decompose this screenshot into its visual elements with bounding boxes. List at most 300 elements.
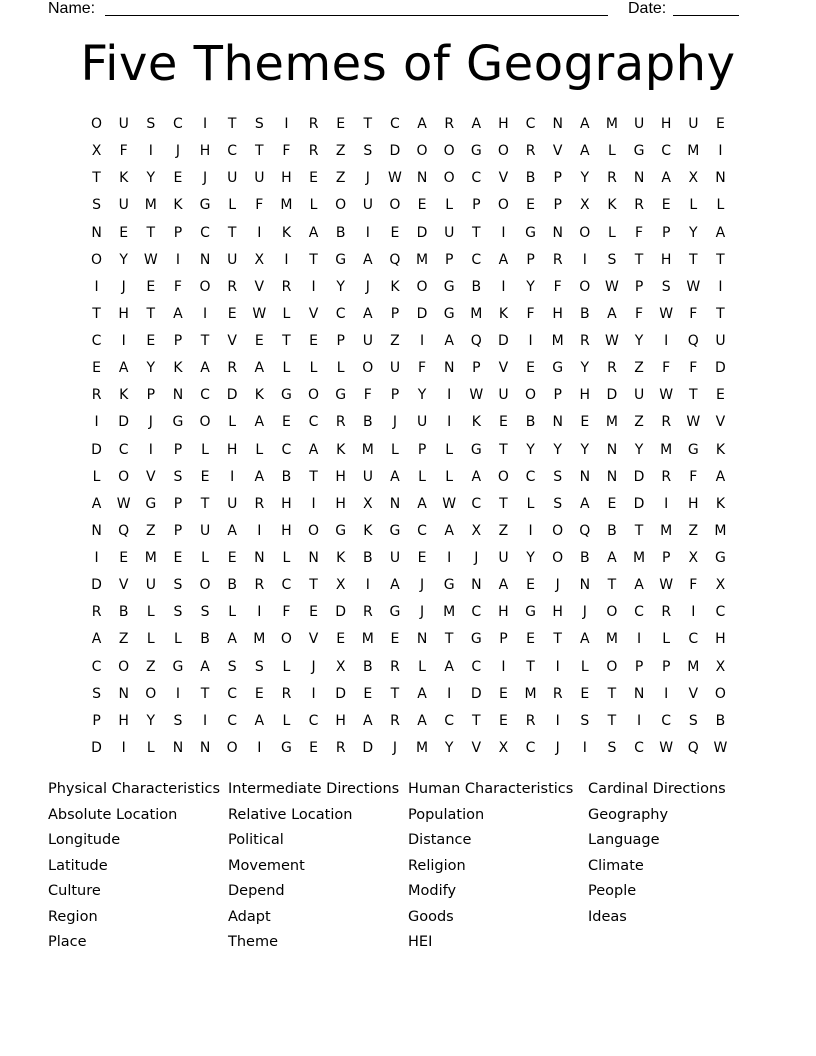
grid-letter[interactable]: I bbox=[148, 441, 153, 458]
grid-letter[interactable]: E bbox=[146, 278, 156, 295]
grid-letter[interactable]: F bbox=[282, 143, 291, 160]
grid-letter[interactable]: N bbox=[579, 468, 591, 485]
grid-letter[interactable]: R bbox=[661, 414, 672, 431]
grid-letter[interactable]: E bbox=[119, 550, 129, 566]
grid-letter[interactable]: B bbox=[525, 170, 536, 187]
grid-letter[interactable]: F bbox=[526, 305, 535, 322]
grid-letter[interactable]: N bbox=[91, 224, 102, 241]
grid-letter[interactable]: L bbox=[228, 604, 237, 621]
grid-letter[interactable]: I bbox=[528, 522, 533, 539]
grid-letter[interactable]: W bbox=[469, 387, 484, 404]
grid-letter[interactable]: E bbox=[200, 468, 210, 485]
grid-letter[interactable]: W bbox=[442, 495, 457, 512]
grid-letter[interactable]: H bbox=[281, 170, 292, 187]
grid-letter[interactable]: F bbox=[689, 577, 698, 594]
grid-letter[interactable]: G bbox=[145, 495, 157, 512]
grid-letter[interactable]: D bbox=[335, 685, 347, 702]
grid-letter[interactable]: L bbox=[336, 360, 345, 377]
grid-letter[interactable]: V bbox=[498, 360, 509, 377]
grid-letter[interactable]: M bbox=[605, 631, 618, 648]
grid-letter[interactable]: N bbox=[552, 116, 563, 132]
grid-letter[interactable]: U bbox=[362, 197, 373, 214]
grid-letter[interactable]: R bbox=[308, 116, 319, 132]
grid-letter[interactable]: R bbox=[552, 251, 563, 268]
grid-letter[interactable]: L bbox=[255, 441, 264, 458]
grid-letter[interactable]: K bbox=[607, 197, 617, 214]
grid-letter[interactable]: V bbox=[471, 739, 482, 756]
grid-letter[interactable]: I bbox=[419, 333, 425, 349]
grid-letter[interactable]: N bbox=[471, 577, 482, 594]
grid-letter[interactable]: G bbox=[525, 604, 536, 621]
grid-letter[interactable]: D bbox=[362, 739, 374, 756]
grid-letter[interactable]: Z bbox=[335, 170, 346, 187]
grid-letter[interactable]: S bbox=[553, 468, 563, 485]
grid-letter[interactable]: A bbox=[91, 495, 102, 512]
grid-letter[interactable]: D bbox=[633, 468, 645, 485]
grid-letter[interactable]: G bbox=[389, 604, 401, 621]
grid-letter[interactable]: P bbox=[173, 441, 183, 458]
grid-letter[interactable]: C bbox=[471, 251, 482, 268]
grid-letter[interactable]: O bbox=[308, 522, 320, 539]
grid-letter[interactable]: C bbox=[173, 116, 183, 132]
grid-letter[interactable]: T bbox=[472, 712, 481, 729]
grid-letter[interactable]: U bbox=[633, 387, 645, 404]
grid-letter[interactable]: B bbox=[335, 224, 346, 241]
grid-letter[interactable]: Z bbox=[498, 522, 509, 539]
grid-letter[interactable]: N bbox=[633, 170, 645, 187]
grid-letter[interactable]: O bbox=[118, 468, 130, 485]
grid-letter[interactable]: B bbox=[363, 658, 373, 675]
grid-letter[interactable]: E bbox=[254, 333, 264, 349]
grid-letter[interactable]: B bbox=[580, 305, 590, 322]
grid-letter[interactable]: A bbox=[200, 658, 210, 675]
grid-letter[interactable]: G bbox=[687, 441, 699, 458]
grid-letter[interactable]: X bbox=[715, 577, 726, 594]
grid-letter[interactable]: A bbox=[580, 631, 590, 648]
grid-letter[interactable]: T bbox=[607, 712, 617, 729]
grid-letter[interactable]: T bbox=[634, 522, 644, 539]
grid-letter[interactable]: L bbox=[445, 468, 454, 485]
grid-letter[interactable]: X bbox=[688, 170, 699, 187]
grid-letter[interactable]: M bbox=[524, 685, 537, 702]
grid-letter[interactable]: Z bbox=[146, 658, 156, 675]
grid-letter[interactable]: U bbox=[118, 197, 129, 214]
grid-letter[interactable]: L bbox=[201, 441, 209, 458]
grid-letter[interactable]: F bbox=[255, 197, 264, 214]
grid-letter[interactable]: L bbox=[282, 658, 291, 675]
grid-letter[interactable]: M bbox=[633, 550, 646, 566]
grid-letter[interactable]: U bbox=[389, 550, 401, 566]
grid-letter[interactable]: V bbox=[227, 333, 237, 349]
grid-letter[interactable]: L bbox=[309, 360, 318, 377]
grid-letter[interactable]: W bbox=[252, 305, 267, 322]
grid-letter[interactable]: C bbox=[715, 604, 726, 621]
grid-letter[interactable]: T bbox=[499, 441, 508, 458]
grid-letter[interactable]: M bbox=[551, 333, 564, 349]
grid-letter[interactable]: A bbox=[254, 468, 265, 485]
grid-letter[interactable]: E bbox=[526, 631, 535, 648]
grid-letter[interactable]: D bbox=[91, 739, 102, 756]
grid-letter[interactable]: A bbox=[580, 495, 590, 512]
grid-letter[interactable]: Y bbox=[146, 170, 156, 187]
grid-letter[interactable]: W bbox=[713, 739, 728, 756]
grid-letter[interactable]: G bbox=[281, 739, 292, 756]
grid-letter[interactable]: Y bbox=[634, 333, 644, 349]
grid-letter[interactable]: E bbox=[607, 495, 617, 512]
grid-letter[interactable]: Z bbox=[688, 522, 699, 539]
grid-letter[interactable]: L bbox=[146, 631, 155, 648]
grid-letter[interactable]: Y bbox=[580, 360, 590, 377]
grid-letter[interactable]: A bbox=[227, 631, 237, 648]
grid-letter[interactable]: H bbox=[660, 251, 672, 268]
grid-letter[interactable]: G bbox=[443, 278, 455, 295]
grid-letter[interactable]: B bbox=[200, 631, 210, 648]
grid-letter[interactable]: N bbox=[552, 414, 563, 431]
grid-letter[interactable]: H bbox=[688, 495, 699, 512]
grid-letter[interactable]: H bbox=[335, 495, 346, 512]
grid-letter[interactable]: A bbox=[390, 577, 400, 594]
grid-letter[interactable]: H bbox=[281, 495, 292, 512]
grid-letter[interactable]: O bbox=[199, 278, 211, 295]
grid-letter[interactable]: P bbox=[634, 658, 644, 675]
grid-letter[interactable]: R bbox=[661, 604, 672, 621]
grid-letter[interactable]: J bbox=[392, 414, 397, 431]
grid-letter[interactable]: A bbox=[200, 360, 210, 377]
grid-letter[interactable]: D bbox=[91, 577, 102, 594]
grid-letter[interactable]: N bbox=[579, 577, 591, 594]
grid-letter[interactable]: H bbox=[498, 116, 509, 132]
grid-letter[interactable]: L bbox=[445, 441, 454, 458]
grid-letter[interactable]: C bbox=[471, 604, 482, 621]
grid-letter[interactable]: I bbox=[121, 333, 126, 349]
grid-letter[interactable]: W bbox=[605, 278, 619, 295]
grid-letter[interactable]: K bbox=[119, 387, 129, 404]
grid-letter[interactable]: T bbox=[309, 577, 318, 594]
grid-letter[interactable]: I bbox=[664, 685, 669, 702]
grid-letter[interactable]: O bbox=[199, 577, 211, 594]
grid-letter[interactable]: F bbox=[173, 278, 182, 295]
grid-letter[interactable]: I bbox=[582, 251, 587, 268]
grid-letter[interactable]: I bbox=[175, 251, 180, 268]
grid-letter[interactable]: R bbox=[91, 604, 102, 621]
grid-letter[interactable]: C bbox=[444, 712, 455, 729]
grid-letter[interactable]: V bbox=[498, 170, 509, 187]
grid-letter[interactable]: U bbox=[362, 468, 373, 485]
date-field[interactable] bbox=[673, 15, 739, 16]
grid-letter[interactable]: U bbox=[362, 333, 373, 349]
grid-letter[interactable]: L bbox=[418, 468, 426, 485]
grid-letter[interactable]: E bbox=[254, 685, 264, 702]
grid-letter[interactable]: E bbox=[309, 333, 318, 349]
grid-letter[interactable]: M bbox=[470, 305, 483, 322]
grid-letter[interactable]: I bbox=[94, 278, 99, 295]
grid-letter[interactable]: I bbox=[447, 550, 452, 566]
grid-letter[interactable]: L bbox=[228, 197, 237, 214]
grid-letter[interactable]: O bbox=[606, 658, 618, 675]
grid-letter[interactable]: E bbox=[92, 360, 101, 377]
grid-letter[interactable]: T bbox=[553, 631, 562, 648]
grid-letter[interactable]: K bbox=[336, 441, 346, 458]
grid-letter[interactable]: V bbox=[688, 685, 699, 702]
grid-letter[interactable]: Z bbox=[390, 333, 400, 349]
grid-letter[interactable]: S bbox=[254, 658, 264, 675]
grid-letter[interactable]: M bbox=[253, 631, 266, 648]
grid-letter[interactable]: F bbox=[689, 360, 698, 377]
grid-letter[interactable]: V bbox=[308, 305, 319, 322]
grid-letter[interactable]: L bbox=[146, 604, 155, 621]
grid-letter[interactable]: X bbox=[254, 251, 265, 268]
grid-letter[interactable]: M bbox=[416, 739, 429, 756]
grid-letter[interactable]: U bbox=[715, 333, 726, 349]
grid-letter[interactable]: I bbox=[311, 278, 316, 295]
grid-letter[interactable]: J bbox=[148, 414, 153, 431]
grid-letter[interactable]: O bbox=[497, 143, 509, 160]
grid-letter[interactable]: P bbox=[390, 305, 400, 322]
grid-letter[interactable]: C bbox=[200, 224, 210, 241]
grid-letter[interactable]: J bbox=[419, 577, 425, 594]
grid-letter[interactable]: W bbox=[659, 305, 674, 322]
grid-letter[interactable]: L bbox=[418, 658, 426, 675]
grid-letter[interactable]: P bbox=[336, 333, 345, 349]
grid-letter[interactable]: M bbox=[361, 441, 374, 458]
grid-letter[interactable]: R bbox=[227, 278, 238, 295]
grid-letter[interactable]: E bbox=[282, 414, 291, 431]
grid-letter[interactable]: P bbox=[472, 197, 481, 214]
grid-letter[interactable]: S bbox=[580, 712, 590, 729]
grid-letter[interactable]: G bbox=[199, 197, 211, 214]
grid-letter[interactable]: I bbox=[555, 712, 560, 729]
grid-letter[interactable]: I bbox=[501, 224, 506, 241]
grid-letter[interactable]: C bbox=[227, 685, 238, 702]
grid-letter[interactable]: E bbox=[173, 550, 183, 566]
grid-letter[interactable]: J bbox=[419, 604, 425, 621]
grid-letter[interactable]: Y bbox=[553, 441, 562, 458]
grid-letter[interactable]: M bbox=[280, 197, 293, 214]
grid-letter[interactable]: I bbox=[284, 251, 289, 268]
grid-letter[interactable]: E bbox=[580, 685, 590, 702]
grid-letter[interactable]: X bbox=[498, 739, 509, 756]
grid-letter[interactable]: O bbox=[714, 685, 726, 702]
grid-letter[interactable]: A bbox=[308, 441, 319, 458]
grid-letter[interactable]: M bbox=[144, 550, 157, 566]
grid-letter[interactable]: C bbox=[91, 333, 102, 349]
grid-letter[interactable]: J bbox=[392, 739, 397, 756]
grid-letter[interactable]: T bbox=[200, 495, 210, 512]
grid-letter[interactable]: R bbox=[281, 278, 292, 295]
grid-letter[interactable]: L bbox=[608, 143, 616, 160]
grid-letter[interactable]: I bbox=[94, 550, 99, 566]
grid-letter[interactable]: D bbox=[606, 387, 618, 404]
grid-letter[interactable]: S bbox=[553, 495, 563, 512]
grid-letter[interactable]: I bbox=[148, 143, 153, 160]
grid-letter[interactable]: V bbox=[308, 631, 319, 648]
grid-letter[interactable]: P bbox=[526, 251, 535, 268]
grid-letter[interactable]: Y bbox=[526, 550, 535, 566]
grid-letter[interactable]: O bbox=[443, 170, 455, 187]
grid-letter[interactable]: G bbox=[172, 658, 184, 675]
grid-letter[interactable]: N bbox=[199, 739, 211, 756]
grid-letter[interactable]: G bbox=[443, 577, 455, 594]
grid-letter[interactable]: A bbox=[390, 468, 400, 485]
grid-letter[interactable]: E bbox=[661, 197, 671, 214]
grid-letter[interactable]: X bbox=[91, 143, 102, 160]
grid-letter[interactable]: O bbox=[552, 522, 564, 539]
grid-letter[interactable]: C bbox=[390, 116, 400, 132]
grid-letter[interactable]: K bbox=[173, 360, 183, 377]
grid-letter[interactable]: U bbox=[227, 495, 238, 512]
grid-letter[interactable]: R bbox=[661, 468, 672, 485]
grid-letter[interactable]: A bbox=[417, 116, 427, 132]
grid-letter[interactable]: F bbox=[635, 305, 644, 322]
grid-letter[interactable]: E bbox=[227, 550, 237, 566]
grid-letter[interactable]: K bbox=[254, 387, 264, 404]
grid-letter[interactable]: O bbox=[226, 739, 238, 756]
grid-letter[interactable]: U bbox=[633, 116, 645, 132]
grid-letter[interactable]: F bbox=[282, 604, 291, 621]
grid-letter[interactable]: G bbox=[715, 550, 726, 566]
grid-letter[interactable]: L bbox=[201, 550, 209, 566]
grid-letter[interactable]: U bbox=[498, 387, 509, 404]
grid-letter[interactable]: T bbox=[526, 658, 535, 675]
grid-letter[interactable]: A bbox=[715, 468, 726, 485]
grid-letter[interactable]: E bbox=[173, 170, 183, 187]
grid-letter[interactable]: T bbox=[227, 116, 237, 132]
grid-letter[interactable]: Q bbox=[687, 333, 699, 349]
grid-letter[interactable]: C bbox=[308, 712, 319, 729]
grid-letter[interactable]: D bbox=[226, 387, 238, 404]
grid-letter[interactable]: Y bbox=[580, 170, 590, 187]
grid-letter[interactable]: F bbox=[662, 360, 671, 377]
grid-letter[interactable]: M bbox=[687, 658, 700, 675]
grid-letter[interactable]: I bbox=[528, 333, 533, 349]
grid-letter[interactable]: Z bbox=[146, 522, 156, 539]
grid-letter[interactable]: Z bbox=[634, 414, 644, 431]
grid-letter[interactable]: P bbox=[173, 495, 183, 512]
grid-letter[interactable]: G bbox=[335, 251, 347, 268]
grid-letter[interactable]: C bbox=[227, 143, 238, 160]
grid-letter[interactable]: L bbox=[174, 631, 182, 648]
grid-letter[interactable]: S bbox=[254, 116, 264, 132]
grid-letter[interactable]: D bbox=[470, 685, 482, 702]
grid-letter[interactable]: O bbox=[443, 143, 455, 160]
grid-letter[interactable]: C bbox=[118, 441, 129, 458]
grid-letter[interactable]: C bbox=[281, 441, 292, 458]
grid-letter[interactable]: I bbox=[447, 414, 452, 431]
grid-letter[interactable]: I bbox=[718, 143, 723, 160]
grid-letter[interactable]: I bbox=[501, 658, 506, 675]
grid-letter[interactable]: Z bbox=[118, 631, 129, 648]
grid-letter[interactable]: I bbox=[691, 604, 696, 621]
grid-letter[interactable]: N bbox=[199, 251, 211, 268]
grid-letter[interactable]: P bbox=[553, 197, 562, 214]
grid-letter[interactable]: A bbox=[254, 414, 265, 431]
grid-letter[interactable]: E bbox=[526, 577, 535, 594]
grid-letter[interactable]: O bbox=[91, 251, 103, 268]
grid-letter[interactable]: A bbox=[363, 305, 373, 322]
grid-letter[interactable]: J bbox=[365, 170, 370, 187]
grid-letter[interactable]: R bbox=[335, 414, 346, 431]
grid-letter[interactable]: G bbox=[552, 360, 564, 377]
grid-letter[interactable]: U bbox=[118, 116, 129, 132]
grid-letter[interactable]: U bbox=[444, 224, 455, 241]
grid-letter[interactable]: S bbox=[92, 685, 101, 702]
grid-letter[interactable]: Y bbox=[526, 441, 535, 458]
grid-letter[interactable]: I bbox=[582, 739, 587, 756]
grid-letter[interactable]: L bbox=[282, 550, 291, 566]
grid-letter[interactable]: R bbox=[390, 712, 400, 729]
grid-letter[interactable]: X bbox=[471, 522, 482, 539]
grid-letter[interactable]: I bbox=[257, 522, 262, 539]
grid-letter[interactable]: K bbox=[498, 305, 509, 322]
grid-letter[interactable]: W bbox=[686, 414, 701, 431]
grid-letter[interactable]: O bbox=[389, 197, 401, 214]
grid-letter[interactable]: C bbox=[227, 712, 238, 729]
grid-letter[interactable]: H bbox=[579, 387, 591, 404]
grid-letter[interactable]: U bbox=[498, 550, 509, 566]
grid-letter[interactable]: G bbox=[470, 631, 482, 648]
grid-letter[interactable]: F bbox=[689, 468, 698, 485]
grid-letter[interactable]: E bbox=[227, 305, 237, 322]
grid-letter[interactable]: C bbox=[688, 631, 699, 648]
grid-letter[interactable]: T bbox=[472, 224, 481, 241]
grid-letter[interactable]: U bbox=[254, 170, 265, 187]
grid-letter[interactable]: S bbox=[92, 197, 101, 214]
grid-letter[interactable]: E bbox=[417, 197, 427, 214]
grid-letter[interactable]: T bbox=[255, 143, 264, 160]
grid-letter[interactable]: P bbox=[146, 387, 156, 404]
grid-letter[interactable]: C bbox=[471, 658, 482, 675]
grid-letter[interactable]: Y bbox=[417, 387, 427, 404]
grid-letter[interactable]: B bbox=[471, 278, 482, 295]
grid-letter[interactable]: L bbox=[445, 197, 454, 214]
grid-letter[interactable]: I bbox=[664, 495, 669, 512]
grid-letter[interactable]: H bbox=[552, 305, 563, 322]
name-field[interactable] bbox=[105, 15, 608, 16]
grid-letter[interactable]: E bbox=[526, 197, 535, 214]
grid-letter[interactable]: A bbox=[91, 631, 102, 648]
grid-letter[interactable]: T bbox=[309, 468, 318, 485]
grid-letter[interactable]: L bbox=[391, 441, 399, 458]
grid-letter[interactable]: R bbox=[227, 360, 238, 377]
grid-letter[interactable]: A bbox=[363, 712, 373, 729]
grid-letter[interactable]: M bbox=[605, 116, 618, 132]
grid-letter[interactable]: N bbox=[389, 495, 401, 512]
grid-letter[interactable]: S bbox=[363, 143, 373, 160]
grid-letter[interactable]: A bbox=[661, 170, 671, 187]
grid-letter[interactable]: O bbox=[91, 116, 103, 132]
grid-letter[interactable]: S bbox=[173, 604, 183, 621]
grid-letter[interactable]: C bbox=[200, 387, 210, 404]
grid-letter[interactable]: A bbox=[498, 251, 509, 268]
grid-letter[interactable]: F bbox=[363, 387, 372, 404]
grid-letter[interactable]: P bbox=[173, 333, 183, 349]
grid-letter[interactable]: S bbox=[146, 116, 156, 132]
grid-letter[interactable]: O bbox=[308, 387, 320, 404]
grid-letter[interactable]: U bbox=[416, 414, 428, 431]
grid-letter[interactable]: O bbox=[606, 604, 618, 621]
grid-letter[interactable]: P bbox=[173, 224, 183, 241]
grid-letter[interactable]: M bbox=[443, 604, 456, 621]
grid-letter[interactable]: O bbox=[118, 658, 130, 675]
grid-letter[interactable]: A bbox=[634, 577, 644, 594]
grid-letter[interactable]: I bbox=[501, 278, 506, 295]
grid-letter[interactable]: S bbox=[173, 577, 183, 594]
grid-letter[interactable]: R bbox=[607, 170, 617, 187]
grid-letter[interactable]: S bbox=[227, 658, 237, 675]
grid-letter[interactable]: A bbox=[363, 251, 373, 268]
grid-letter[interactable]: D bbox=[498, 333, 509, 349]
grid-letter[interactable]: K bbox=[281, 224, 292, 241]
